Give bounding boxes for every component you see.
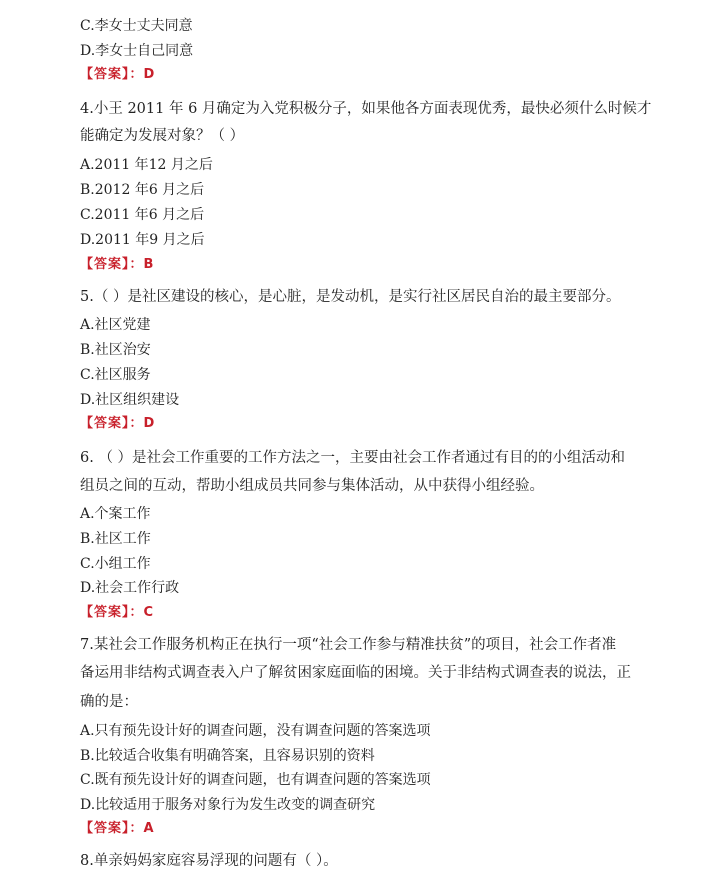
q6-option-b: B.社区工作: [80, 531, 151, 547]
q4-option-d: D.2011 年9 月之后: [80, 232, 205, 248]
q7-stem-line-3: 确的是：: [80, 694, 138, 710]
q4-stem-line-2: 能确定为发展对象？（ ）: [80, 128, 245, 144]
q4-option-b: B.2012 年6 月之后: [80, 182, 205, 198]
q7-stem-line-1: 7.某社会工作服务机构正在执行一项“社会工作参与精准扶贫”的项目，社会工作者准: [80, 637, 617, 653]
q7-option-c: C.既有预先设计好的调查问题，也有调查问题的答案选项: [80, 772, 431, 788]
q3-answer: 【答案】：D: [80, 67, 156, 82]
q6-stem-line-2: 组员之间的互动，帮助小组成员共同参与集体活动，从中获得小组经验。: [80, 478, 544, 494]
q5-stem-line-1: 5.（ ）是社区建设的核心，是心脏，是发动机，是实行社区居民自治的最主要部分。: [80, 289, 621, 305]
q5-option-d: D.社区组织建设: [80, 392, 180, 408]
q7-option-d: D.比较适用于服务对象行为发生改变的调查研究: [80, 797, 376, 813]
q6-option-c: C.小组工作: [80, 556, 151, 572]
q7-option-a: A.只有预先设计好的调查问题，没有调查问题的答案选项: [80, 723, 431, 739]
q4-option-a: A.2011 年12 月之后: [80, 157, 213, 173]
q5-option-c: C.社区服务: [80, 367, 151, 383]
q4-answer: 【答案】：B: [80, 257, 155, 272]
q7-option-b: B.比较适合收集有明确答案，且容易识别的资料: [80, 748, 375, 764]
q6-stem-line-1: 6. （ ）是社会工作重要的工作方法之一，主要由社会工作者通过有目的的小组活动和: [80, 450, 626, 466]
q4-stem-line-1: 4.小王 2011 年 6 月确定为入党积极分子，如果他各方面表现优秀，最快必须什么时候才: [80, 101, 652, 117]
q3-option-c: C.李女士丈夫同意: [80, 18, 193, 34]
q6-option-a: A.个案工作: [80, 506, 151, 522]
q5-option-a: A.社区党建: [80, 317, 151, 333]
q7-stem-line-2: 备运用非结构式调查表入户了解贫困家庭面临的困境。关于非结构式调查表的说法，正: [80, 665, 631, 681]
q8-stem-line-1: 8.单亲妈妈家庭容易浮现的问题有（ ）。: [80, 853, 338, 869]
q4-option-c: C.2011 年6 月之后: [80, 207, 205, 223]
q6-option-d: D.社会工作行政: [80, 580, 180, 596]
q3-option-d: D.李女士自己同意: [80, 43, 194, 59]
q7-answer: 【答案】：A: [80, 821, 155, 836]
q5-option-b: B.社区治安: [80, 342, 151, 358]
q5-answer: 【答案】：D: [80, 416, 156, 431]
q6-answer: 【答案】：C: [80, 605, 155, 620]
